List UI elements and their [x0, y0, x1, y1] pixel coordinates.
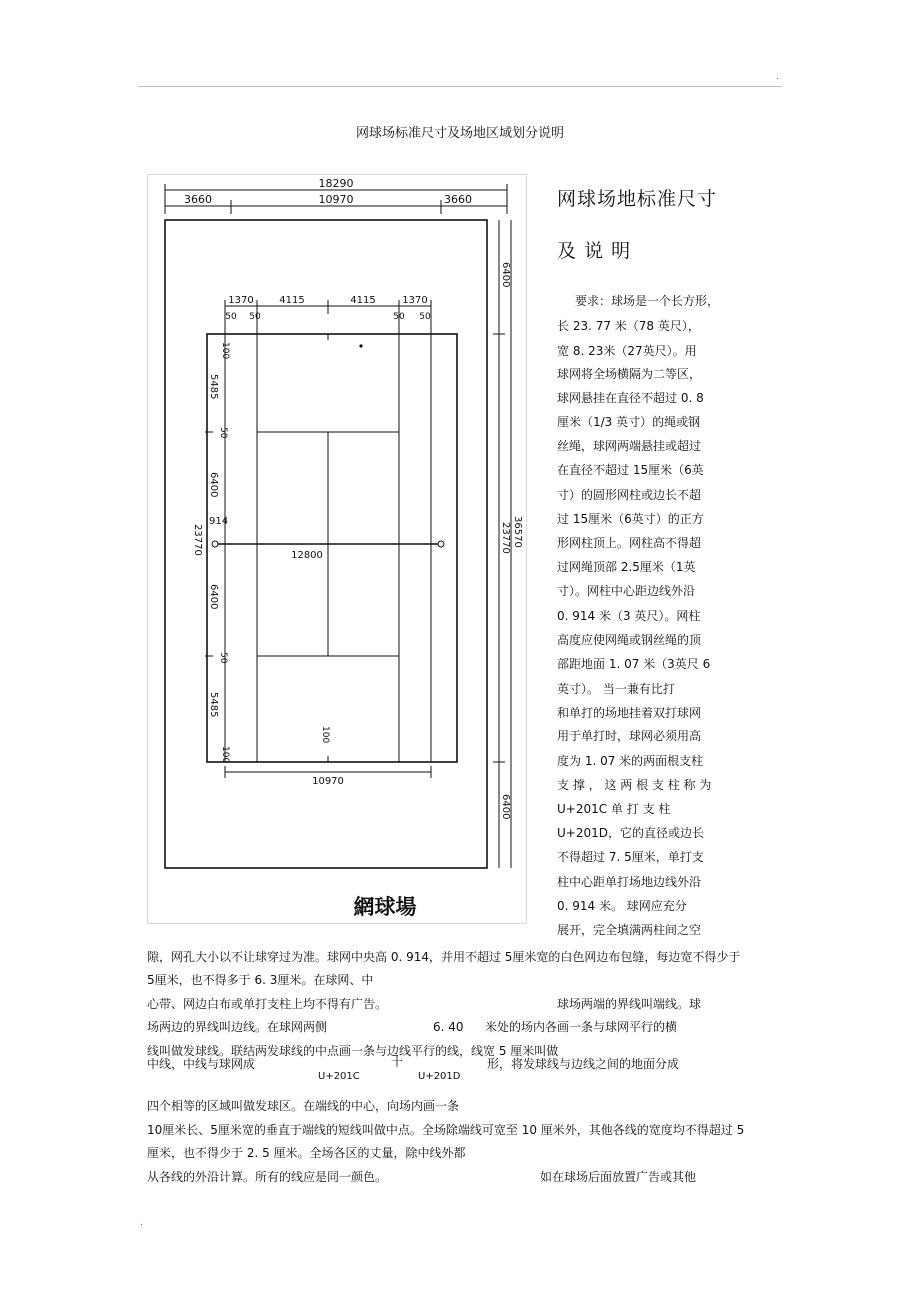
- dim-doubles-width: 10970: [318, 193, 354, 206]
- body-line: 形，将发球线与边线之间的地面分成: [487, 1057, 680, 1071]
- body-line: 10厘米长、5厘米宽的垂直于端线的短线叫做中点。全场除端线可宽至 10 厘米外，其他各线的宽度均不得超过 5: [147, 1123, 745, 1137]
- document-title: 网球场标准尺寸及场地区域划分说明: [355, 126, 564, 141]
- dim-service-6400-top: 6400: [208, 472, 219, 498]
- dim-net-offset: 914: [209, 516, 229, 527]
- body-line: 5厘米，也不得多于 6. 3厘米。在球网、中: [147, 973, 374, 987]
- side-line: 高度应使网绳或钢丝绳的顶: [557, 633, 702, 647]
- body-line: 如在球场后面放置广告或其他: [540, 1170, 697, 1184]
- side-line: 过网绳顶部 2.5厘米（1英: [557, 560, 696, 574]
- dim-top-mid-1: 4115: [279, 295, 305, 306]
- body-quote-open: U+201C: [318, 1071, 360, 1082]
- body-quote-close: U+201D: [418, 1071, 461, 1082]
- body-line: 球场两端的界线叫端线。球: [557, 997, 702, 1011]
- side-line: 度为 1. 07 米的两面根支柱: [557, 754, 704, 768]
- dim-back-100-top: 100: [220, 342, 230, 360]
- diagram-border: [148, 175, 527, 924]
- dim-total-length: 36570: [512, 516, 523, 548]
- side-line: 英寸）。 当一兼有比打: [557, 682, 675, 696]
- body-line: 从各线的外沿计算。所有的线应是同一颜色。: [147, 1170, 388, 1184]
- dim-half-length: 23770: [192, 524, 203, 556]
- side-line: 0. 914 米。 球网应充分: [557, 899, 687, 913]
- side-line: 0. 914 米（3 英尺）。网柱: [557, 609, 701, 623]
- body-line: 场两边的界线叫边线。在球网两侧: [147, 1020, 328, 1034]
- dim-runoff-top: 6400: [500, 262, 511, 288]
- side-heading-1: 网球场地标准尺寸: [557, 188, 718, 210]
- dim-50-b: 50: [249, 312, 261, 322]
- dim-runoff-bottom: 6400: [500, 794, 511, 820]
- side-line: U+201C 单 打 支 柱: [557, 802, 671, 816]
- diagram-caption: 網球場: [353, 895, 417, 919]
- dim-50-c: 50: [393, 312, 405, 322]
- dim-mid-50-bottom: 50: [218, 652, 228, 664]
- side-line: 在直径不超过 15厘米（6英: [557, 463, 704, 477]
- dim-back-100-bottom: 100: [220, 746, 230, 764]
- body-line: 四个相等的区域叫做发球区。在端线的中心，向场内画一条: [147, 1099, 460, 1113]
- dim-50-a: 50: [225, 312, 237, 322]
- side-line: 支 撑 ， 这 两 根 支 柱 称 为: [557, 778, 712, 792]
- body-line: 十: [391, 1055, 404, 1069]
- side-line: 球网将全场横隔为二等区，: [557, 367, 702, 381]
- body-line: 线叫做发球线。联结两发球线的中点画一条与边线平行的线，线宽 5 厘米叫做: [147, 1044, 559, 1058]
- dim-back-5485-bottom: 5485: [208, 692, 219, 718]
- side-line: 要求：球场是一个长方形，: [575, 294, 720, 308]
- side-line: 寸）的圆形网柱或边长不超: [557, 488, 702, 502]
- side-line: 柱中心距单打场地边线外沿: [557, 875, 702, 889]
- side-line: 长 23. 77 米（78 英尺），: [557, 319, 700, 333]
- court-outline: [207, 334, 457, 762]
- footer-dot: .: [140, 1218, 143, 1228]
- side-line: 球网悬挂在直径不超过 0. 8: [557, 391, 704, 405]
- side-line: 厘米（1/3 英寸）的绳或钢: [557, 415, 701, 429]
- side-line: 和单打的场地挂着双打球网: [557, 706, 702, 720]
- body-line: 中线，中线与球网成: [147, 1057, 256, 1071]
- side-line: 用于单打时，球网必须用高: [557, 729, 702, 743]
- dim-service-6400-bottom: 6400: [208, 584, 219, 610]
- side-line: 宽 8. 23米（27英尺）。用: [557, 344, 697, 358]
- dim-mid-50-top: 50: [218, 427, 228, 439]
- side-line: 展开，完全填满两柱间之空: [557, 923, 702, 937]
- side-line: 丝绳，球网两端悬挂或超过: [557, 439, 702, 453]
- dim-side-right: 3660: [444, 193, 472, 206]
- dim-50-d: 50: [419, 312, 431, 322]
- net-post-left: [212, 541, 218, 547]
- body-line: 厘米，也不得少于 2. 5 厘米。全场各区的丈量，除中线外都: [147, 1146, 466, 1160]
- dim-top-right-1: 1370: [402, 295, 428, 306]
- dim-total-width: 18290: [318, 177, 354, 190]
- header-dot: .: [776, 72, 779, 82]
- side-line: 形网柱顶上。网柱高不得超: [557, 536, 702, 550]
- dim-back-5485-top: 5485: [208, 374, 219, 400]
- side-line: U+201D，它的直径或边长: [557, 826, 704, 840]
- net-post-right: [438, 541, 444, 547]
- body-line: 心带、网边白布或单打支柱上均不得有广告。: [147, 997, 388, 1011]
- dim-top-left-1: 1370: [228, 295, 254, 306]
- dim-bottom-width: 10970: [312, 776, 344, 787]
- court-mark: [359, 344, 362, 347]
- dim-top-mid-2: 4115: [350, 295, 376, 306]
- side-line: 寸）。网柱中心距边线外沿: [557, 584, 696, 598]
- body-line: 隙，网孔大小以不让球穿过为准。球网中央高 0. 914，并用不超过 5厘米宽的白色网边布包缝，每边宽不得少于: [147, 950, 741, 964]
- court-diagram: [147, 174, 527, 924]
- dim-court-length: 23770: [500, 522, 511, 554]
- dim-post-span: 12800: [291, 550, 323, 561]
- header-rule: [138, 86, 782, 87]
- side-line: 部距地面 1. 07 米（3英尺 6: [557, 657, 711, 671]
- side-heading-2: 及 说 明: [557, 240, 632, 262]
- body-line: 米处的场内各画一条与球网平行的横: [485, 1020, 678, 1034]
- side-line: 过 15厘米（6英寸）的正方: [557, 512, 704, 526]
- side-line: 不得超过 7. 5厘米，单打支: [557, 850, 704, 864]
- dim-center-mark-100: 100: [320, 726, 330, 744]
- dim-side-left: 3660: [184, 193, 212, 206]
- body-line: 6. 40: [433, 1020, 464, 1034]
